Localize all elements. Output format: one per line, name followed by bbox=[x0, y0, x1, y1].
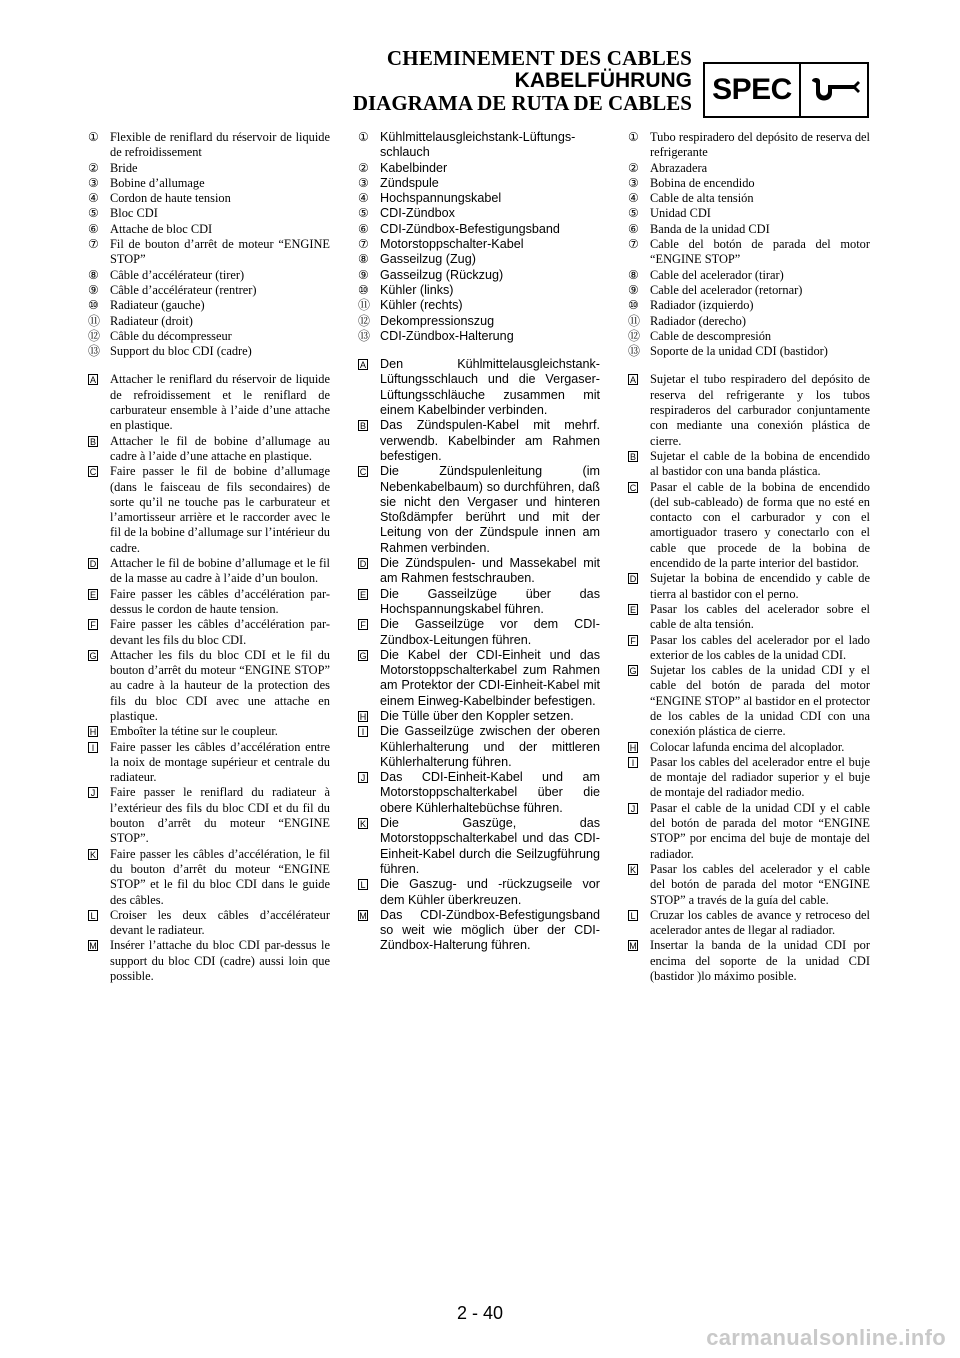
item-number: ⑥ bbox=[628, 221, 639, 236]
item-text: Radiateur (gauche) bbox=[110, 298, 205, 313]
note-letter-box: I bbox=[358, 726, 368, 737]
parts-list-item bbox=[358, 268, 600, 283]
parts-list-item bbox=[88, 283, 330, 298]
note-letter bbox=[358, 648, 380, 663]
note-text: Cruzar los cables de avance y retroceso del acelerador antes de llegar al radiador. bbox=[650, 907, 870, 938]
item-text: Cable del acelerador (retornar) bbox=[650, 282, 803, 297]
note-text: Attacher le fil de bobine d’allumage au cadre à l’aide d’une attache en plastique. bbox=[110, 433, 330, 463]
es-notes-list bbox=[628, 372, 870, 984]
parts-list-item bbox=[628, 130, 870, 161]
item-text: Attache de bloc CDI bbox=[110, 221, 213, 236]
parts-list-item bbox=[358, 252, 600, 267]
item-text: Cable del botón de parada del motor “ENGINE STOP” bbox=[650, 237, 870, 267]
item-number: ⑪ bbox=[88, 313, 101, 328]
item-number: ⑩ bbox=[358, 282, 369, 297]
note-text: Die Tülle über den Koppler setzen. bbox=[380, 708, 574, 723]
note-letter-box: G bbox=[89, 650, 97, 661]
parts-list-item bbox=[628, 314, 870, 329]
item-number: ⑨ bbox=[628, 282, 639, 297]
parts-list-item bbox=[88, 206, 330, 221]
note-item bbox=[628, 755, 870, 801]
note-letter bbox=[358, 816, 380, 831]
note-letter bbox=[358, 770, 380, 785]
german-column bbox=[358, 130, 600, 954]
item-text: Kühlmittelausgleichstank-Lüftungs-schlauch bbox=[380, 130, 576, 160]
note-item bbox=[88, 724, 330, 739]
note-letter bbox=[358, 357, 380, 372]
note-letter-box: F bbox=[88, 619, 98, 630]
note-item bbox=[628, 801, 870, 862]
item-number: ⑨ bbox=[358, 267, 369, 282]
item-number: ④ bbox=[628, 191, 639, 206]
note-text: Pasar los cables del acelerador sobre el cable de alta tensión. bbox=[650, 601, 870, 632]
note-text: Die Zündspulenleitung (im Nebenkabelbaum) so durchführen, daß sie nicht den Vergaser und hinteren Stoßdämpfer berührt und mit der Leitung von der Zündspule innen am Rahmen verbinden. bbox=[380, 464, 600, 555]
parts-list-item bbox=[358, 176, 600, 191]
note-text: Attacher les fils du bloc CDI et le fil du bouton d’arrêt du moteur “ENGINE STOP” au cadre à la hauteur de la protection des fils du bloc CDI avec une attache en plastique. bbox=[110, 647, 330, 723]
item-text: Abrazadera bbox=[650, 160, 708, 175]
note-item bbox=[88, 847, 330, 908]
fr-parts-list bbox=[88, 130, 330, 359]
item-text: Dekompressionszug bbox=[380, 313, 495, 328]
item-text: Kabelbinder bbox=[380, 160, 448, 175]
spec-section-badge bbox=[703, 62, 869, 118]
parts-list-item bbox=[358, 298, 600, 313]
title-german: KABELFÜHRUNG bbox=[514, 69, 692, 92]
note-text: Faire passer les câbles d’accélération, le fil du bouton d’arrêt du moteur “ENGINE STOP” et le fil du bloc CDI dans le guide des câbles. bbox=[110, 846, 330, 907]
note-text: Pasar los cables del acelerador entre el buje de montaje del radiador superior y el buje de montaje del radiador medio. bbox=[650, 754, 870, 800]
item-text: Câble d’accélérateur (tirer) bbox=[110, 267, 245, 282]
item-text: Kühler (rechts) bbox=[380, 298, 463, 313]
item-number: ③ bbox=[88, 175, 99, 190]
note-item bbox=[358, 816, 600, 877]
item-number: ⑬ bbox=[358, 328, 371, 343]
note-text: Sujetar los cables de la unidad CDI y el cable del botón de parada del motor “ENGINE STOP” al bastidor en el protector de los cables de la unidad CDI con una conexión plástica de cierre. bbox=[650, 663, 870, 739]
item-text: Banda de la unidad CDI bbox=[650, 221, 770, 236]
parts-list-item bbox=[88, 344, 330, 359]
note-letter bbox=[628, 740, 650, 755]
page-number: 2 - 40 bbox=[456, 1303, 504, 1323]
note-item bbox=[88, 740, 330, 786]
note-letter-box: G bbox=[359, 650, 367, 661]
note-letter bbox=[628, 862, 650, 877]
parts-list-item bbox=[88, 268, 330, 283]
note-letter-box: K bbox=[89, 849, 96, 860]
item-number: ① bbox=[628, 130, 639, 144]
note-letter-box: J bbox=[88, 787, 98, 798]
note-letter-box: A bbox=[359, 360, 366, 371]
note-letter bbox=[628, 755, 650, 770]
note-text: Das CDI-Einheit-Kabel und am Motorstoppschalterkabel über die obere Kühlerhaltebüchse führen. bbox=[380, 770, 600, 815]
note-letter bbox=[358, 556, 380, 571]
note-letter bbox=[628, 449, 650, 464]
note-item bbox=[358, 357, 600, 418]
item-number: ⑧ bbox=[628, 267, 639, 282]
note-letter-box: F bbox=[358, 619, 368, 630]
parts-list-item bbox=[88, 329, 330, 344]
note-item bbox=[358, 648, 600, 709]
note-letter-box: G bbox=[629, 666, 637, 677]
parts-list-item bbox=[88, 222, 330, 237]
item-number: ⑩ bbox=[628, 298, 639, 313]
de-parts-list bbox=[358, 130, 600, 344]
spanish-column bbox=[628, 130, 870, 984]
note-letter-box: C bbox=[629, 482, 637, 493]
parts-list-item bbox=[88, 130, 330, 161]
item-text: Bloc CDI bbox=[110, 206, 158, 221]
note-letter bbox=[628, 938, 650, 953]
note-text: Faire passer les câbles d’accélération par-devant les fils du bloc CDI. bbox=[110, 617, 330, 647]
note-text: Faire passer le fil de bobine d’allumage (dans le faisceau de fils secondaires) de sorte qu’il ne touche pas le carburateur et l’amortisseur arrière et le raccorder avec le fil de la bobine d’allumage sur l’intérieur du cadre. bbox=[110, 464, 330, 555]
note-letter-box: B bbox=[89, 436, 96, 447]
item-number: ⑦ bbox=[628, 237, 639, 252]
note-letter-box: B bbox=[359, 421, 366, 432]
parts-list-item bbox=[358, 329, 600, 344]
note-letter bbox=[628, 633, 650, 648]
parts-list-item bbox=[358, 130, 600, 161]
note-text: Das Zündspulen-Kabel mit mehrf. verwendb. Kabelbinder am Rahmen befestigen. bbox=[380, 418, 600, 463]
item-text: Câble du décompresseur bbox=[110, 328, 232, 343]
note-letter-box: L bbox=[358, 879, 368, 890]
note-text: Pasar el cable de la unidad CDI y el cable del botón de parada del motor “ENGINE STOP” por encima del buje de montaje del radiador. bbox=[650, 800, 870, 861]
parts-list-item bbox=[628, 222, 870, 237]
note-letter bbox=[88, 617, 110, 632]
item-text: Gasseilzug (Rückzug) bbox=[380, 267, 504, 282]
parts-list-item bbox=[628, 176, 870, 191]
note-item bbox=[628, 602, 870, 633]
item-text: Motorstoppschalter-Kabel bbox=[380, 237, 524, 252]
note-letter bbox=[358, 464, 380, 479]
note-letter-box: B bbox=[629, 451, 636, 462]
item-text: Fil de bouton d’arrêt de moteur “ENGINE STOP” bbox=[110, 237, 330, 267]
item-text: Bride bbox=[110, 160, 138, 175]
note-letter-box: L bbox=[628, 910, 638, 921]
parts-list-item bbox=[358, 222, 600, 237]
note-item bbox=[628, 740, 870, 755]
item-number: ⑥ bbox=[358, 221, 369, 236]
item-text: Unidad CDI bbox=[650, 206, 711, 221]
item-number: ② bbox=[88, 160, 99, 175]
item-text: Support du bloc CDI (cadre) bbox=[110, 344, 252, 359]
note-letter-box: M bbox=[89, 941, 97, 952]
note-letter-box: E bbox=[629, 604, 636, 615]
note-item bbox=[628, 908, 870, 939]
note-letter-box: L bbox=[88, 910, 98, 921]
note-item bbox=[88, 464, 330, 556]
item-number: ② bbox=[628, 160, 639, 175]
note-text: Pasar los cables del acelerador y el cable del botón de parada del motor “ENGINE STOP” a través de la guía del cable. bbox=[650, 861, 870, 907]
item-text: Cable de descompresión bbox=[650, 328, 772, 343]
parts-list-item bbox=[358, 206, 600, 221]
note-letter bbox=[628, 663, 650, 678]
note-letter bbox=[88, 556, 110, 571]
item-number: ⑪ bbox=[628, 313, 641, 328]
de-notes-list bbox=[358, 357, 600, 954]
item-number: ⑥ bbox=[88, 221, 99, 236]
page-header bbox=[353, 48, 692, 114]
note-item bbox=[88, 785, 330, 846]
note-letter-box: D bbox=[359, 559, 367, 570]
item-text: Cordon de haute tension bbox=[110, 191, 231, 206]
note-letter bbox=[88, 434, 110, 449]
parts-list-item bbox=[358, 283, 600, 298]
parts-list-item bbox=[628, 329, 870, 344]
note-text: Colocar lafunda encima del alcoplador. bbox=[650, 739, 845, 754]
note-text: Insertar la banda de la unidad CDI por encima del soporte de la unidad CDI (bastidor )lo máximo posible. bbox=[650, 938, 870, 984]
note-text: Die Gaszüge, das Motorstoppschalterkabel und das CDI-Einheit-Kabel durch die Seilzugführung führen. bbox=[380, 816, 600, 876]
note-letter-box: D bbox=[89, 559, 97, 570]
item-number: ① bbox=[88, 130, 99, 144]
item-number: ① bbox=[358, 130, 369, 144]
note-letter-box: C bbox=[359, 467, 367, 478]
note-letter-box: I bbox=[628, 757, 638, 768]
note-text: Die Kabel der CDI-Einheit und das Motorstoppschalterkabel zum Rahmen am Protektor der CDI-Einheit-Kabel mit einem Einweg-Kabelbinder befestigen. bbox=[380, 647, 600, 708]
note-item bbox=[628, 372, 870, 448]
item-number: ⑫ bbox=[88, 328, 101, 343]
note-item bbox=[358, 418, 600, 464]
note-letter-box: E bbox=[89, 589, 96, 600]
note-letter-box: K bbox=[359, 819, 366, 830]
item-number: ⑤ bbox=[358, 206, 369, 221]
note-item bbox=[358, 724, 600, 770]
item-text: Soporte de la unidad CDI (bastidor) bbox=[650, 344, 828, 359]
parts-list-item bbox=[628, 298, 870, 313]
note-text: Emboîter la tétine sur le coupleur. bbox=[110, 724, 278, 739]
note-letter bbox=[358, 709, 380, 724]
note-item bbox=[358, 556, 600, 587]
item-number: ⑧ bbox=[88, 267, 99, 282]
note-item bbox=[88, 372, 330, 433]
item-number: ⑬ bbox=[88, 344, 101, 359]
watermark: carmanualsonline.info bbox=[706, 1325, 946, 1350]
item-number: ⑨ bbox=[88, 282, 99, 297]
parts-list-item bbox=[88, 314, 330, 329]
note-letter-box: F bbox=[628, 635, 638, 646]
fr-notes-list bbox=[88, 372, 330, 984]
note-letter-box: H bbox=[629, 742, 637, 753]
es-parts-list bbox=[628, 130, 870, 359]
note-text: Sujetar el cable de la bobina de encendido al bastidor con una banda plástica. bbox=[650, 448, 870, 479]
note-letter-box: C bbox=[89, 467, 97, 478]
note-item bbox=[628, 663, 870, 739]
note-item bbox=[358, 464, 600, 556]
note-letter bbox=[88, 724, 110, 739]
wrench-icon bbox=[801, 64, 867, 116]
note-text: Die Gasseilzüge zwischen der oberen Kühlerhalterung und der mittleren Kühlerhalterung führen. bbox=[380, 724, 600, 769]
note-text: Sujetar el tubo respiradero del depósito de reserva del refrigerante y los tubos respiraderos del carburador conjuntamente con mediante una conexión plástica de cierre. bbox=[650, 372, 870, 448]
spec-label: SPEC bbox=[705, 64, 801, 116]
note-item bbox=[358, 770, 600, 816]
item-number: ⑤ bbox=[628, 206, 639, 221]
note-text: Faire passer les câbles d’accélération entre la noix de montage supérieur et centrale du radiateur. bbox=[110, 739, 330, 785]
title-spanish: DIAGRAMA DE RUTA DE CABLES bbox=[352, 91, 692, 115]
note-item bbox=[358, 709, 600, 724]
note-item bbox=[88, 617, 330, 648]
note-item bbox=[358, 908, 600, 954]
note-letter-box: H bbox=[89, 727, 97, 738]
item-number: ⑬ bbox=[628, 344, 641, 359]
parts-list-item bbox=[628, 206, 870, 221]
note-item bbox=[88, 556, 330, 587]
item-number: ③ bbox=[358, 175, 369, 190]
note-text: Sujetar la bobina de encendido y cable de tierra al bastidor con el perno. bbox=[650, 571, 870, 601]
note-letter-box: M bbox=[629, 941, 637, 952]
note-letter-box: M bbox=[359, 910, 367, 921]
note-letter bbox=[358, 724, 380, 739]
note-letter-box: D bbox=[629, 574, 637, 585]
note-letter bbox=[88, 740, 110, 755]
item-number: ⑧ bbox=[358, 252, 369, 267]
note-letter bbox=[628, 908, 650, 923]
note-letter bbox=[358, 587, 380, 602]
note-item bbox=[628, 862, 870, 908]
note-text: Croiser les deux câbles d’accélérateur devant le radiateur. bbox=[110, 907, 330, 938]
parts-list-item bbox=[628, 283, 870, 298]
item-number: ⑦ bbox=[358, 237, 369, 252]
note-letter bbox=[358, 418, 380, 433]
item-text: Cable de alta tensión bbox=[650, 191, 754, 206]
item-text: Bobine d’allumage bbox=[110, 175, 205, 190]
item-text: Kühler (links) bbox=[380, 282, 454, 297]
note-letter bbox=[628, 372, 650, 387]
parts-list-item bbox=[628, 237, 870, 268]
note-item bbox=[88, 908, 330, 939]
parts-list-item bbox=[628, 191, 870, 206]
note-item bbox=[88, 648, 330, 724]
parts-list-item bbox=[628, 161, 870, 176]
parts-list-item bbox=[88, 161, 330, 176]
item-number: ⑩ bbox=[88, 298, 99, 313]
note-letter bbox=[358, 877, 380, 892]
note-text: Faire passer les câbles d’accélération par-dessus le cordon de haute tension. bbox=[110, 586, 330, 616]
note-letter bbox=[358, 617, 380, 632]
item-text: Radiador (izquierdo) bbox=[650, 298, 754, 313]
note-letter-box: K bbox=[629, 864, 636, 875]
note-item bbox=[628, 633, 870, 664]
note-item bbox=[628, 938, 870, 984]
note-item bbox=[88, 434, 330, 465]
note-letter bbox=[88, 785, 110, 800]
item-number: ⑪ bbox=[358, 298, 371, 313]
parts-list-item bbox=[358, 191, 600, 206]
note-text: Pasar el cable de la bobina de encendido (del sub-cableado) de forma que no esté en contacto con el carburador y con el amortiguador trasero y conectarlo con el cable que procede de la bobina de encendido de la parte interior del bastidor. bbox=[650, 479, 870, 571]
note-letter-box: H bbox=[359, 711, 367, 722]
note-letter bbox=[358, 908, 380, 923]
parts-list-item bbox=[628, 268, 870, 283]
note-letter bbox=[88, 938, 110, 953]
note-text: Den Kühlmittelausgleichstank-Lüftungsschlauch und die Vergaser-Lüftungsschläuche zusammen mit einem Kabelbinder verbinden. bbox=[380, 357, 600, 418]
note-letter-box: E bbox=[359, 589, 366, 600]
note-letter bbox=[628, 801, 650, 816]
item-number: ② bbox=[358, 160, 369, 175]
item-text: Tubo respiradero del depósito de reserva del refrigerante bbox=[650, 130, 870, 160]
item-text: Zündspule bbox=[380, 175, 439, 190]
item-text: CDI-Zündbox bbox=[380, 206, 455, 221]
note-letter-box: J bbox=[628, 803, 638, 814]
item-text: Bobina de encendido bbox=[650, 175, 755, 190]
item-number: ④ bbox=[88, 191, 99, 206]
french-column bbox=[88, 130, 330, 984]
note-text: Attacher le fil de bobine d’allumage et le fil de la masse au cadre à l’aide d’un boulon. bbox=[110, 556, 330, 586]
note-text: Insérer l’attache du bloc CDI par-dessus le support du bloc CDI (cadre) aussi loin que possible. bbox=[110, 938, 330, 984]
note-text: Die Gasseilzüge vor dem CDI-Zündbox-Leitungen führen. bbox=[380, 617, 600, 647]
note-text: Faire passer le reniflard du radiateur à l’extérieur des fils du bloc CDI et du fil du bouton d’arrêt du moteur “ENGINE STOP”. bbox=[110, 785, 330, 846]
item-number: ③ bbox=[628, 175, 639, 190]
item-text: Cable del acelerador (tirar) bbox=[650, 267, 784, 282]
note-letter bbox=[88, 372, 110, 387]
note-letter bbox=[88, 908, 110, 923]
title-french: CHEMINEMENT DES CABLES bbox=[386, 46, 692, 70]
note-letter bbox=[628, 480, 650, 495]
parts-list-item bbox=[88, 298, 330, 313]
note-letter-box: J bbox=[358, 772, 368, 783]
note-letter bbox=[88, 648, 110, 663]
parts-list-item bbox=[88, 237, 330, 268]
note-letter-box: I bbox=[88, 742, 98, 753]
note-text: Das CDI-Zündbox-Befestigungsband so weit wie möglich über der CDI-Zündbox-Halterung führen. bbox=[380, 907, 600, 953]
note-letter-box: A bbox=[629, 375, 636, 386]
item-number: ⑫ bbox=[358, 313, 371, 328]
item-number: ④ bbox=[358, 191, 369, 206]
note-item bbox=[88, 938, 330, 984]
parts-list-item bbox=[88, 176, 330, 191]
note-text: Die Gaszug- und -rückzugseile vor dem Kühler überkreuzen. bbox=[380, 877, 600, 907]
note-letter bbox=[628, 571, 650, 586]
note-letter bbox=[88, 847, 110, 862]
parts-list-item bbox=[358, 314, 600, 329]
item-text: CDI-Zündbox-Halterung bbox=[380, 328, 514, 343]
item-text: Gasseilzug (Zug) bbox=[380, 252, 476, 267]
note-text: Attacher le reniflard du réservoir de liquide de refroidissement et le reniflard de carburateur ensemble à l’aide d’une attache en plastique. bbox=[110, 372, 330, 433]
item-number: ⑦ bbox=[88, 237, 99, 252]
item-text: Radiateur (droit) bbox=[110, 313, 193, 328]
note-item bbox=[358, 877, 600, 908]
parts-list-item bbox=[358, 237, 600, 252]
note-item bbox=[628, 571, 870, 602]
parts-list-item bbox=[88, 191, 330, 206]
item-number: ⑫ bbox=[628, 328, 641, 343]
note-item bbox=[358, 617, 600, 648]
parts-list-item bbox=[358, 161, 600, 176]
item-text: Câble d’accélérateur (rentrer) bbox=[110, 282, 257, 297]
note-text: Die Zündspulen- und Massekabel mit am Rahmen festschrauben. bbox=[380, 556, 600, 586]
note-item bbox=[88, 587, 330, 618]
note-item bbox=[628, 480, 870, 572]
item-text: Hochspannungskabel bbox=[380, 191, 502, 206]
item-text: CDI-Zündbox-Befestigungsband bbox=[380, 221, 560, 236]
note-text: Pasar los cables del acelerador por el lado exterior de los cables de la unidad CDI. bbox=[650, 632, 870, 662]
note-letter bbox=[88, 464, 110, 479]
item-number: ⑤ bbox=[88, 206, 99, 221]
note-letter bbox=[628, 602, 650, 617]
note-item bbox=[358, 587, 600, 618]
note-text: Die Gasseilzüge über das Hochspannungskabel führen. bbox=[380, 586, 600, 616]
note-item bbox=[628, 449, 870, 480]
item-text: Radiador (derecho) bbox=[650, 313, 746, 328]
parts-list-item bbox=[628, 344, 870, 359]
note-letter-box: A bbox=[89, 375, 96, 386]
item-text: Flexible de reniflard du réservoir de liquide de refroidissement bbox=[110, 130, 330, 160]
note-letter bbox=[88, 587, 110, 602]
